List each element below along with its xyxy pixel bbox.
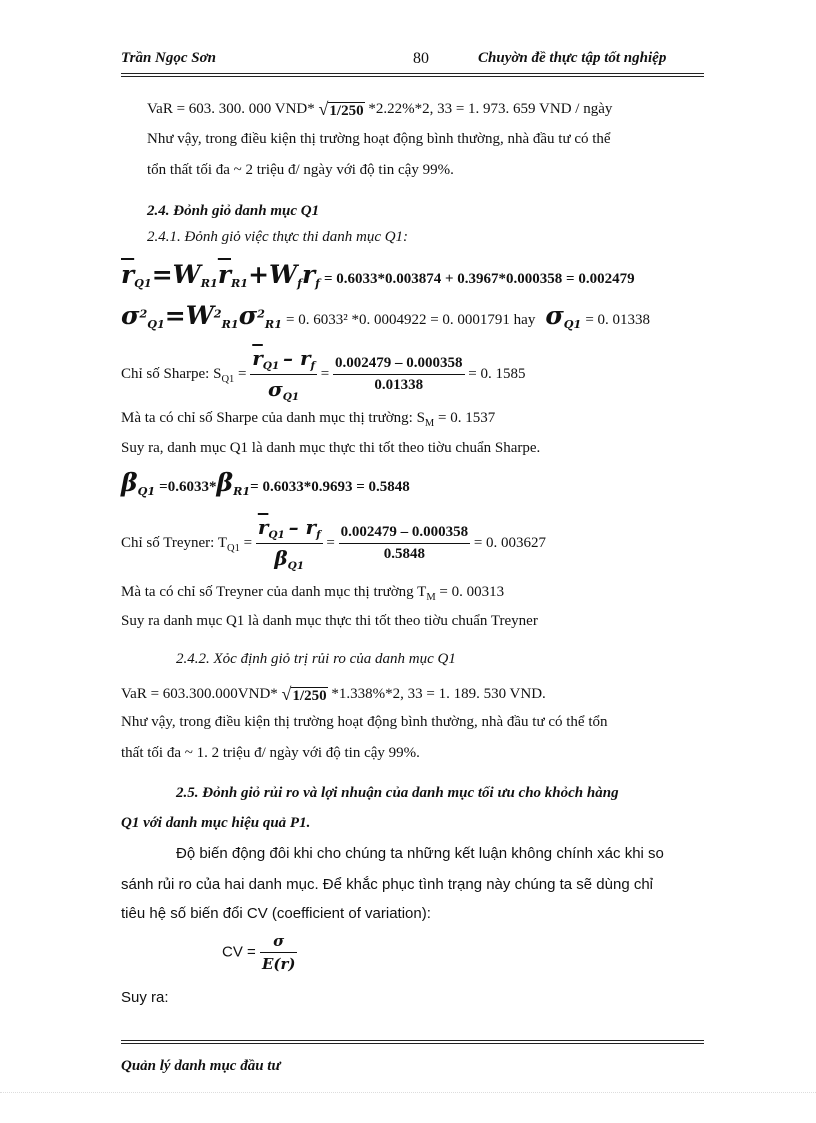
- footer-rule-2: [121, 1043, 704, 1044]
- q1-conclusion-line2: thất tối đa ~ 1. 2 triệu đ/ ngày với độ tin cậy 99%.: [121, 745, 420, 761]
- treynor-equation: Chỉ số Treyner: $T_{Q1}$ = $\frac{\overline{r}_{Q1} - r_f}{\beta_{Q1}}$ = $\frac{0.002479 - 0.000358}{0.5848}$ = 0. 003627: [121, 515, 547, 572]
- section-2-4-1-heading: 2.4.1. Đỏnh giỏ việc thực thi danh mục Q1:: [147, 229, 409, 245]
- prior-conclusion-line2: tổn thất tối đa ~ 2 triệu đ/ ngày với độ tin cậy 99%.: [147, 162, 454, 178]
- variance-equation: $\sigma^2_{Q1}=W^2_{R1}\sigma^2_{R1} = 0$. 6033² *0. 0004922 = 0. 0001791 hay $\sigma_{Q1} = 0$. 01338: [121, 301, 651, 332]
- treynor-conclusion: Suy ra danh mục Q1 là danh mục thực thi tốt theo tiờu chuẩn Treyner: [121, 613, 538, 629]
- section-2-5-heading-line2: Q1 với danh mục hiệu quả P1.: [121, 815, 311, 831]
- page-number: 80: [413, 50, 429, 67]
- para-line2: sánh rủi ro của hai danh mục. Để khắc phục tình trạng này chúng ta sẽ dùng chỉ: [121, 876, 654, 893]
- footer-rule: [121, 1040, 704, 1041]
- header-author: Trần Ngọc Sơn: [121, 50, 217, 66]
- sharpe-market: Mà ta có chỉ số Sharpe của danh mục thị trường: $S_M = 0$. 1537: [121, 410, 496, 429]
- cv-formula: CV = $\frac{\sigma}{E(r)}$: [222, 932, 296, 973]
- var-line-q1: VaR = 603.300.000VND* √1/250 *1.338%*2, 33 = 1. 189. 530 VND.: [121, 684, 546, 704]
- beta-equation: $\beta_{Q1} =0.6033*\beta_{R1}= 0.6033*0.9693 = 0.5848$: [121, 468, 410, 499]
- var-line-prior: VaR = 603. 300. 000 VND* √1/250 *2.22%*2, 33 = 1. 973. 659 VND / ngày: [147, 99, 613, 119]
- section-2-4-2-heading: 2.4.2. Xỏc định giỏ trị rủi ro của danh mục Q1: [176, 651, 456, 667]
- sharpe-equation: Chỉ số Sharpe: $S_{Q1}$ = $\frac{\overline{r}_{Q1} - r_f}{\sigma_{Q1}}$ = $\frac{0.002479 - 0.000358}{0.01338}$ = 0. 1585: [121, 346, 526, 403]
- treynor-market: Mà ta có chỉ số Treyner của danh mục thị trường $T_M = 0$. 00313: [121, 584, 505, 603]
- header-rule: [121, 73, 704, 74]
- sharpe-conclusion: Suy ra, danh mục Q1 là danh mục thực thi tốt theo tiờu chuẩn Sharpe.: [121, 440, 541, 456]
- prior-conclusion-line1: Như vậy, trong điều kiện thị trường hoạt động bình thường, nhà đầu tư có thể: [147, 131, 611, 147]
- page-edge: [0, 1092, 816, 1093]
- section-2-4-heading: 2.4. Đỏnh giỏ danh mục Q1: [147, 203, 320, 219]
- footer-text: Quản lý danh mục đầu tư: [121, 1058, 281, 1074]
- para-line1: Độ biến động đôi khi cho chúng ta những kết luận không chính xác khi so: [176, 845, 664, 862]
- para-line3: tiêu hệ số biến đổi CV (coefficient of variation):: [121, 905, 431, 922]
- header-rule-2: [121, 76, 704, 77]
- then-label: Suy ra:: [121, 989, 169, 1006]
- section-2-5-heading-line1: 2.5. Đỏnh giỏ rủi ro và lợi nhuận của danh mục tối ưu cho khỏch hàng: [176, 785, 619, 801]
- return-equation: $\overline{r}_{Q1}=W_{R1}\overline{r}_{R1}+W_fr_f = 0.6033*0.003874 + 0.3967*0.000358 = 0.002479$: [121, 260, 635, 291]
- header-title: Chuyờn đề thực tập tốt nghiệp: [478, 50, 667, 66]
- q1-conclusion-line1: Như vậy, trong điều kiện thị trường hoạt động bình thường, nhà đầu tư có thể tổn: [121, 714, 608, 730]
